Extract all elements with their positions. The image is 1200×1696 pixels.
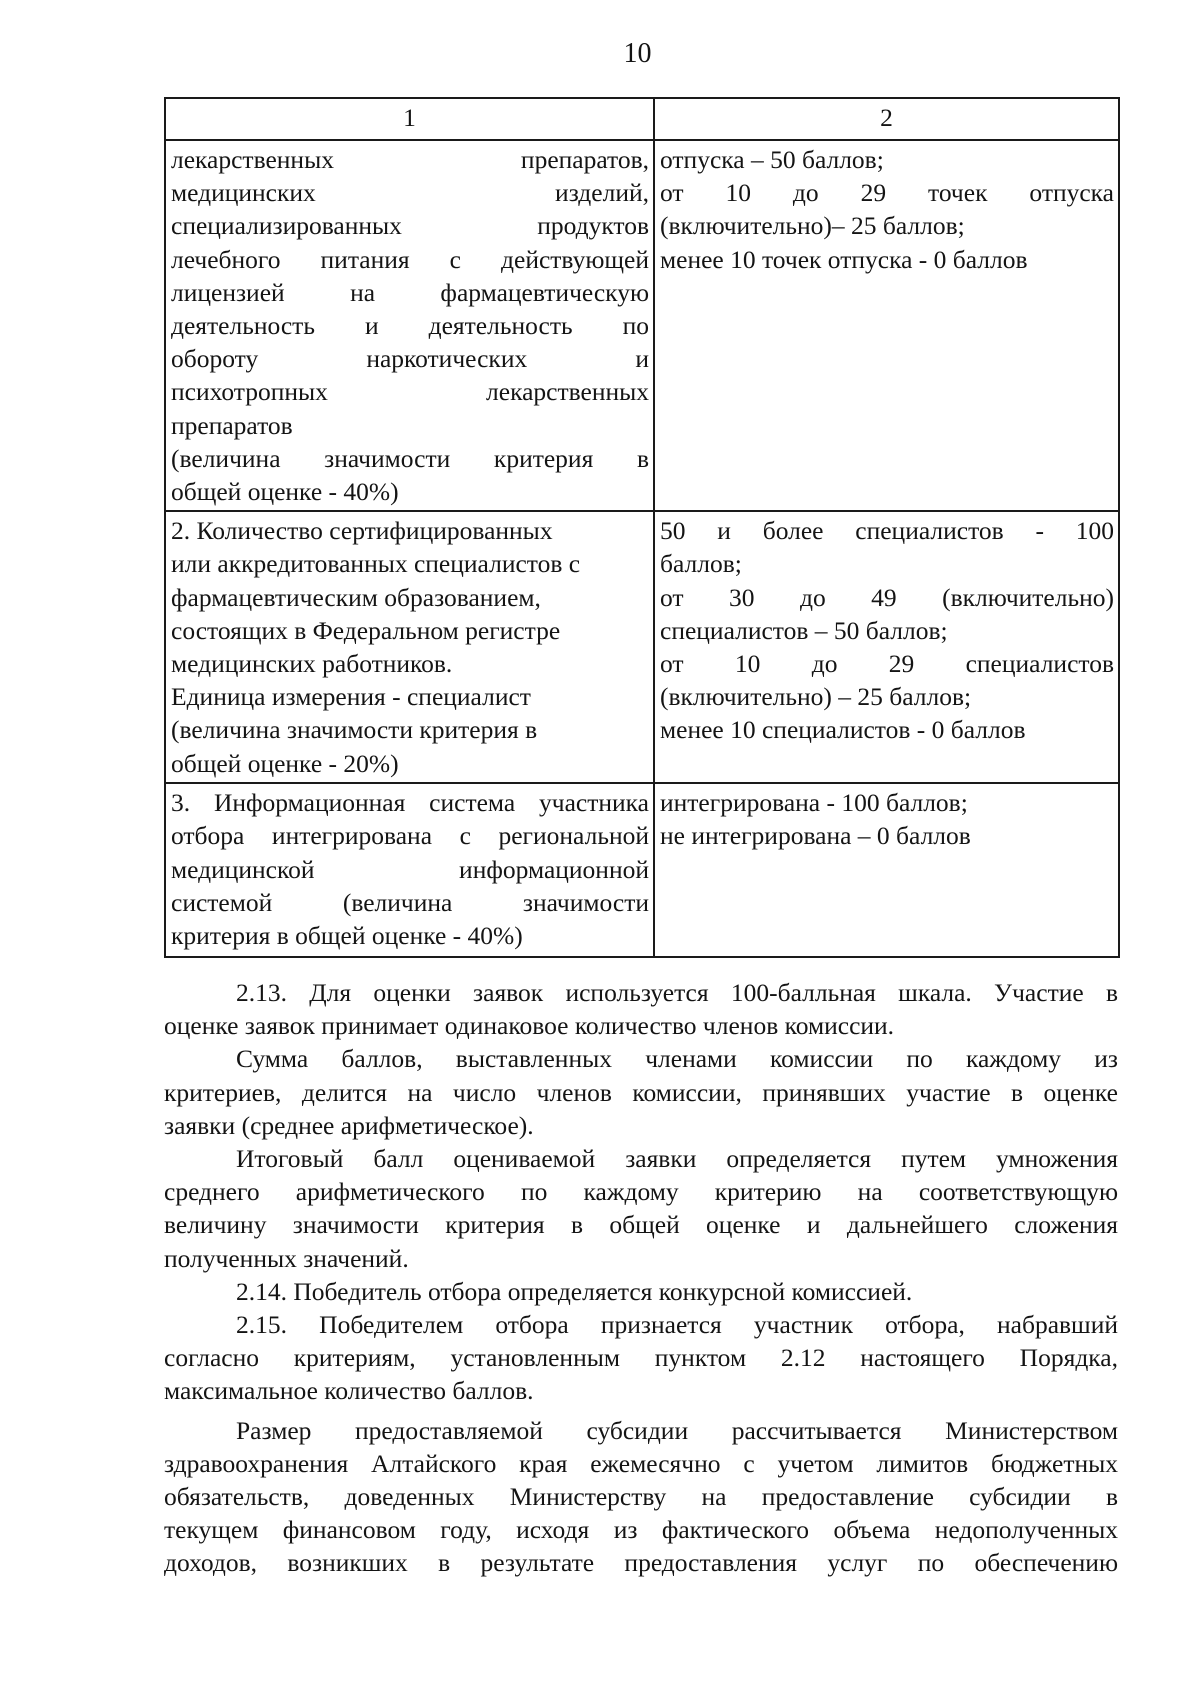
cell-line: психотропных лекарственных	[171, 377, 649, 407]
cell-line: специализированных продуктов	[171, 211, 649, 241]
text-line: Размер предоставляемой субсидии рассчитывается Министерством	[236, 1415, 1118, 1445]
cell-line: отбора интегрирована с региональной	[171, 821, 649, 851]
cell-line: интегрирована - 100 баллов;	[660, 788, 968, 818]
cell-line: системой (величина значимости	[171, 887, 649, 917]
cell-line: лечебного питания с действующей	[171, 244, 649, 274]
cell-line: медицинских изделий,	[171, 178, 649, 208]
cell-line: отпуска – 50 баллов;	[660, 145, 884, 174]
column-header-2: 2	[654, 98, 1119, 140]
cell-line: менее 10 точек отпуска - 0 баллов	[660, 244, 1028, 274]
paragraph-2-13	[164, 976, 1118, 1042]
text-line: здравоохранения Алтайского края ежемесячно с учетом лимитов бюджетных	[164, 1448, 1118, 1478]
cell-line: (величина значимости критерия в	[171, 715, 538, 745]
cell-line: от 10 до 29 специалистов	[660, 649, 1114, 679]
body-text	[164, 976, 1118, 1580]
text-line: доходов, возникших в результате предоставления услуг по обеспечению	[164, 1548, 1118, 1578]
paragraph-2-14	[164, 1275, 1118, 1308]
column-header-1: 1	[165, 98, 654, 140]
cell-line: деятельность и деятельность по	[171, 311, 649, 341]
page-number: 10	[623, 38, 652, 69]
cell-line: (величина значимости критерия в	[171, 443, 649, 473]
text-line: 2.14. Победитель отбора определяется конкурсной комиссией.	[236, 1276, 913, 1306]
text-line: обязательств, доведенных Министерству на предоставление субсидии в	[164, 1482, 1118, 1512]
cell-line: баллов;	[660, 549, 742, 579]
cell-line: медицинской информационной	[171, 854, 649, 884]
cell-line: от 30 до 49 (включительно)	[660, 582, 1114, 612]
cell-line: состоящих в Федеральном регистре	[171, 615, 561, 645]
cell-line: 3. Информационная система участника	[171, 788, 649, 818]
text-line: текущем финансовом году, исходя из фактического объема недополученных	[164, 1515, 1118, 1545]
text-line: Итоговый балл оцениваемой заявки определяется путем умножения	[236, 1144, 1118, 1174]
text-line: Сумма баллов, выставленных членами комиссии по каждому из	[236, 1044, 1118, 1074]
paragraph-final-score	[164, 1142, 1118, 1275]
cell-line: 50 и более специалистов - 100	[660, 516, 1114, 546]
text-line: согласно критериям, установленным пунктом 2.12 настоящего Порядка,	[164, 1343, 1118, 1373]
cell-line: специалистов – 50 баллов;	[660, 615, 948, 645]
cell-line: лекарственных препаратов,	[171, 145, 649, 174]
cell-line: обороту наркотических и	[171, 344, 649, 374]
criteria-table	[164, 97, 1120, 958]
table-row	[165, 511, 1119, 783]
text-line: 2.13. Для оценки заявок используется 100-балльная шкала. Участие в	[236, 978, 1118, 1007]
cell-line: Единица измерения - специалист	[171, 682, 531, 712]
cell-line: (включительно)– 25 баллов;	[660, 211, 965, 241]
cell-line: (включительно) – 25 баллов;	[660, 682, 972, 712]
cell-line: общей оценке - 20%)	[171, 748, 399, 778]
cell-line: 2. Количество сертифицированных	[171, 516, 553, 546]
table-row	[165, 783, 1119, 957]
text-line: величину значимости критерия в общей оценке и дальнейшего сложения	[164, 1210, 1118, 1240]
cell-line: менее 10 специалистов - 0 баллов	[660, 715, 1026, 745]
text-line: 2.15. Победителем отбора признается участник отбора, набравший	[236, 1310, 1118, 1340]
text-line: заявки (среднее арифметическое).	[164, 1110, 534, 1140]
cell-line: лицензией на фармацевтическую	[171, 277, 649, 307]
cell-line: препаратов	[171, 410, 293, 440]
criterion-cell	[165, 140, 654, 511]
score-cell	[654, 140, 1119, 511]
cell-line: критерия в общей оценке - 40%)	[171, 921, 523, 951]
paragraph-scores-sum	[164, 1042, 1118, 1142]
text-line: критериев, делится на число членов комиссии, принявших участие в оценке	[164, 1077, 1118, 1107]
cell-line: медицинских работников.	[171, 649, 453, 679]
score-cell	[654, 511, 1119, 783]
paragraph-2-15	[164, 1308, 1118, 1408]
text-line: среднего арифметического по каждому критерию на соответствующую	[164, 1177, 1118, 1207]
cell-line: фармацевтическим образованием,	[171, 582, 541, 612]
criterion-cell	[165, 511, 654, 783]
text-line: полученных значений.	[164, 1243, 409, 1273]
paragraph-subsidy-size	[164, 1414, 1118, 1580]
cell-line: не интегрирована – 0 баллов	[660, 821, 971, 851]
table-header-row	[165, 98, 1119, 140]
cell-line: или аккредитованных специалистов с	[171, 549, 581, 579]
cell-line: от 10 до 29 точек отпуска	[660, 178, 1114, 208]
text-line: максимальное количество баллов.	[164, 1376, 534, 1406]
text-line: оценке заявок принимает одинаковое количество членов комиссии.	[164, 1011, 895, 1041]
cell-line: общей оценке - 40%)	[171, 477, 399, 507]
table-row	[165, 140, 1119, 511]
score-cell	[654, 783, 1119, 957]
criterion-cell	[165, 783, 654, 957]
